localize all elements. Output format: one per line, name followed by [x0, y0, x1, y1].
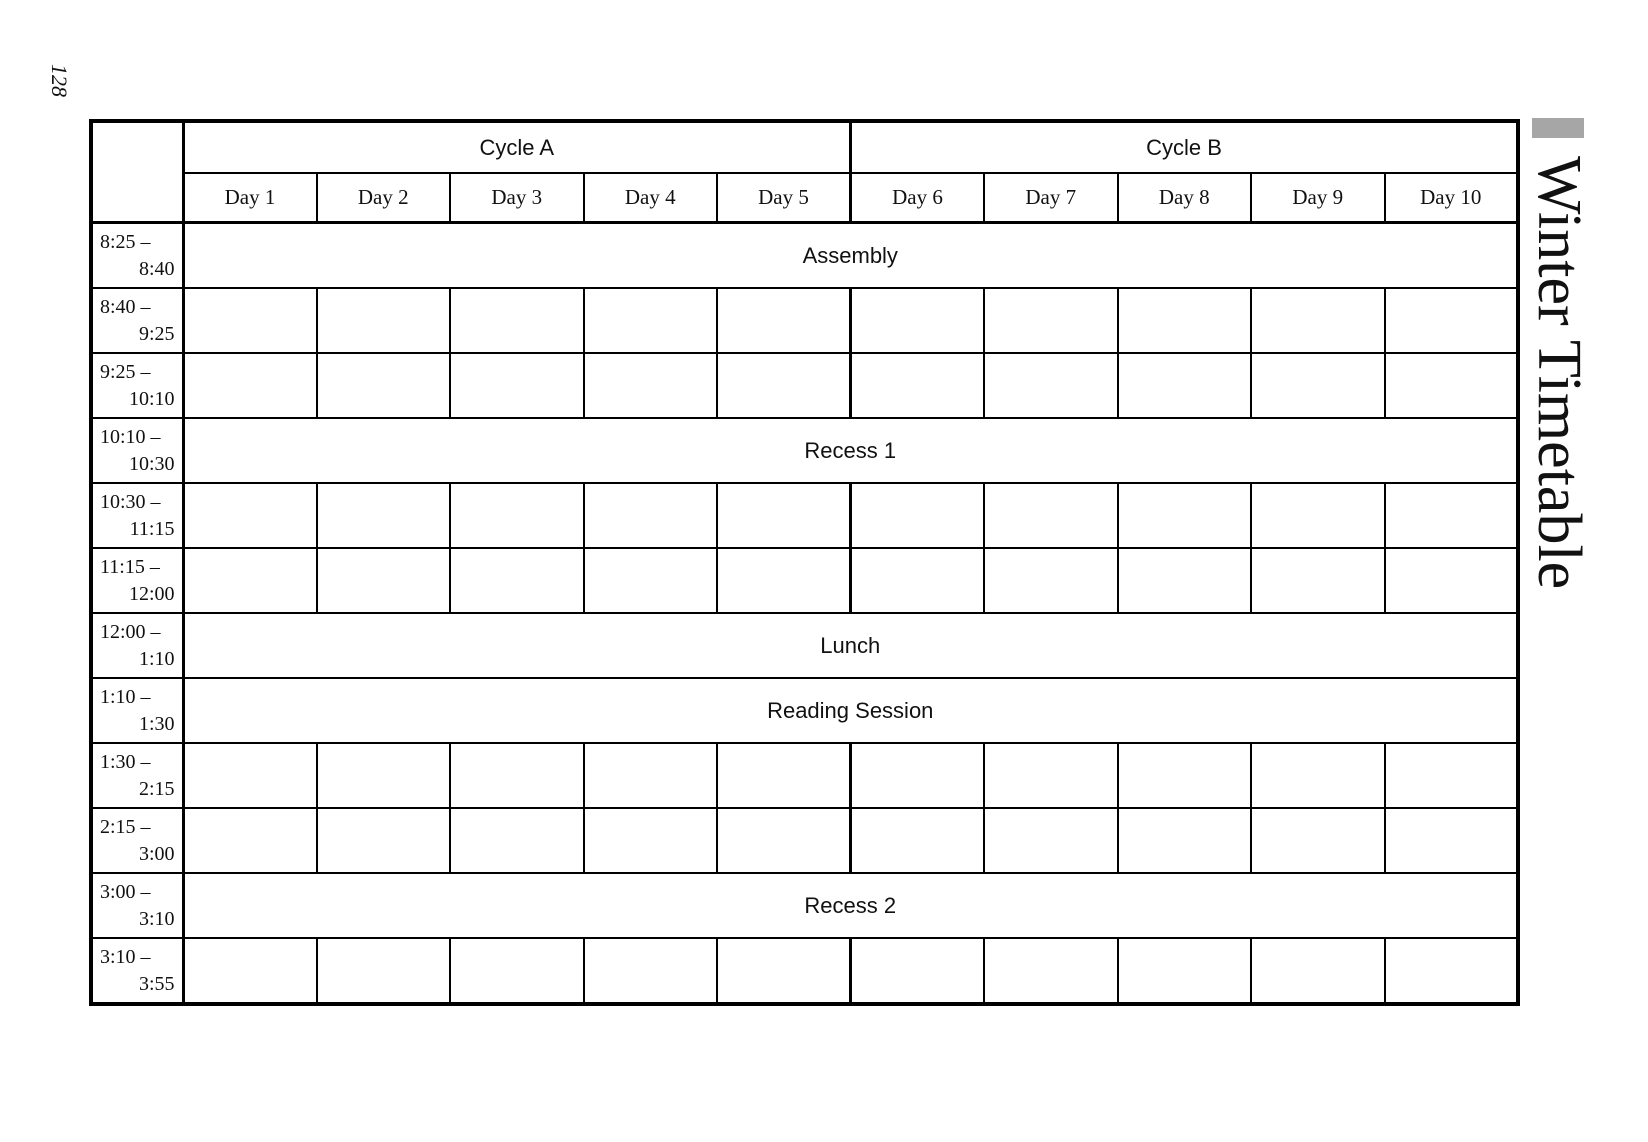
- day-header: Day 6: [851, 173, 985, 223]
- page-title: Winter Timetable: [1525, 156, 1593, 590]
- day-header: Day 5: [717, 173, 851, 223]
- timetable-cell[interactable]: [1385, 288, 1519, 353]
- timetable-cell[interactable]: [1251, 743, 1385, 808]
- timetable-cell[interactable]: [1118, 743, 1252, 808]
- timetable-row: [91, 808, 1518, 873]
- time-slot: [91, 418, 183, 483]
- time-start: 2:15 –: [100, 815, 151, 838]
- cycle-b-header: Cycle B: [851, 121, 1519, 173]
- timetable-row: [91, 873, 1518, 938]
- cycle-a-header: Cycle A: [183, 121, 851, 173]
- day-header: Day 3: [450, 173, 584, 223]
- timetable-cell[interactable]: [1118, 288, 1252, 353]
- timetable-cell[interactable]: [1385, 548, 1519, 613]
- timetable-row: [91, 353, 1518, 418]
- timetable-cell[interactable]: [1251, 938, 1385, 1004]
- timetable-cell[interactable]: [984, 288, 1118, 353]
- time-start: 8:40 –: [100, 295, 151, 318]
- timetable-cell[interactable]: [851, 548, 985, 613]
- timetable-cell[interactable]: [584, 938, 718, 1004]
- time-slot: [91, 223, 183, 289]
- timetable-cell[interactable]: [450, 808, 584, 873]
- timetable-cell[interactable]: [450, 288, 584, 353]
- time-end: 1:10: [138, 647, 175, 670]
- timetable-row: [91, 223, 1518, 289]
- timetable-cell[interactable]: [717, 743, 851, 808]
- time-slot: [91, 613, 183, 678]
- time-slot: [91, 938, 183, 1004]
- period-label: Assembly: [183, 223, 1518, 289]
- time-end: 11:15: [129, 517, 175, 540]
- time-end: 12:00: [128, 582, 175, 605]
- timetable-cell[interactable]: [1385, 808, 1519, 873]
- timetable-row: [91, 678, 1518, 743]
- time-end: 10:30: [128, 452, 175, 475]
- timetable-cell[interactable]: [717, 808, 851, 873]
- time-end: 3:55: [138, 972, 175, 995]
- time-start: 9:25 –: [100, 360, 151, 383]
- time-end: 8:40: [138, 257, 175, 280]
- timetable: [89, 119, 1520, 1006]
- time-end: 10:10: [128, 387, 175, 410]
- time-start: 3:10 –: [100, 945, 151, 968]
- time-start: 10:10 –: [100, 425, 161, 448]
- timetable-cell[interactable]: [1385, 353, 1519, 418]
- time-slot: [91, 483, 183, 548]
- timetable-cell[interactable]: [1251, 483, 1385, 548]
- time-slot: [91, 353, 183, 418]
- timetable-cell[interactable]: [851, 743, 985, 808]
- period-label: Lunch: [183, 613, 1518, 678]
- timetable-cell[interactable]: [1385, 483, 1519, 548]
- time-slot: [91, 808, 183, 873]
- timetable-cell[interactable]: [183, 938, 317, 1004]
- timetable-cell[interactable]: [317, 288, 451, 353]
- timetable-cell[interactable]: [317, 938, 451, 1004]
- timetable-cell[interactable]: [1251, 548, 1385, 613]
- time-start: 1:30 –: [100, 750, 151, 773]
- corner-cell: [91, 121, 183, 223]
- timetable-cell[interactable]: [717, 938, 851, 1004]
- timetable-cell[interactable]: [183, 743, 317, 808]
- time-start: 12:00 –: [100, 620, 161, 643]
- timetable-cell[interactable]: [317, 483, 451, 548]
- timetable-cell[interactable]: [1118, 808, 1252, 873]
- day-header: Day 8: [1118, 173, 1252, 223]
- timetable-row: [91, 938, 1518, 1004]
- timetable-cell[interactable]: [183, 483, 317, 548]
- timetable-cell[interactable]: [1251, 288, 1385, 353]
- time-start: 11:15 –: [100, 555, 160, 578]
- timetable-row: [91, 548, 1518, 613]
- timetable-cell[interactable]: [584, 288, 718, 353]
- timetable-cell[interactable]: [450, 743, 584, 808]
- timetable-row: [91, 483, 1518, 548]
- timetable-cell[interactable]: [984, 808, 1118, 873]
- time-end: 3:10: [138, 907, 175, 930]
- time-end: 2:15: [138, 777, 175, 800]
- timetable-cell[interactable]: [183, 808, 317, 873]
- timetable-cell[interactable]: [317, 808, 451, 873]
- timetable-cell[interactable]: [1385, 938, 1519, 1004]
- time-start: 3:00 –: [100, 880, 151, 903]
- timetable-cell[interactable]: [1118, 548, 1252, 613]
- day-header: Day 9: [1251, 173, 1385, 223]
- day-header: Day 7: [984, 173, 1118, 223]
- day-header: Day 10: [1385, 173, 1519, 223]
- timetable-cell[interactable]: [450, 353, 584, 418]
- time-start: 1:10 –: [100, 685, 151, 708]
- timetable-cell[interactable]: [984, 938, 1118, 1004]
- timetable-cell[interactable]: [450, 938, 584, 1004]
- timetable-cell[interactable]: [984, 353, 1118, 418]
- timetable-cell[interactable]: [851, 938, 985, 1004]
- timetable-cell[interactable]: [984, 743, 1118, 808]
- timetable-cell[interactable]: [450, 548, 584, 613]
- timetable-cell[interactable]: [1251, 808, 1385, 873]
- timetable-row: [91, 743, 1518, 808]
- timetable-cell[interactable]: [717, 353, 851, 418]
- time-start: 10:30 –: [100, 490, 161, 513]
- time-end: 3:00: [138, 842, 175, 865]
- timetable-cell[interactable]: [717, 288, 851, 353]
- timetable-cell[interactable]: [183, 288, 317, 353]
- time-end: 9:25: [138, 322, 175, 345]
- timetable-cell[interactable]: [717, 483, 851, 548]
- timetable-cell[interactable]: [317, 548, 451, 613]
- time-end: 1:30: [138, 712, 175, 735]
- timetable-cell[interactable]: [584, 353, 718, 418]
- timetable-cell[interactable]: [450, 483, 584, 548]
- time-slot: [91, 288, 183, 353]
- timetable-cell[interactable]: [984, 483, 1118, 548]
- timetable-cell[interactable]: [584, 483, 718, 548]
- time-slot: [91, 743, 183, 808]
- timetable-cell[interactable]: [584, 808, 718, 873]
- timetable-cell[interactable]: [717, 548, 851, 613]
- timetable-cell[interactable]: [1385, 743, 1519, 808]
- period-label: Reading Session: [183, 678, 1518, 743]
- period-label: Recess 1: [183, 418, 1518, 483]
- timetable-cell[interactable]: [317, 353, 451, 418]
- time-slot: [91, 873, 183, 938]
- time-slot: [91, 678, 183, 743]
- day-header: Day 2: [317, 173, 451, 223]
- timetable-cell[interactable]: [1118, 938, 1252, 1004]
- timetable-cell[interactable]: [317, 743, 451, 808]
- timetable-cell[interactable]: [183, 353, 317, 418]
- day-header: Day 1: [183, 173, 317, 223]
- timetable-cell[interactable]: [584, 548, 718, 613]
- time-start: 8:25 –: [100, 230, 151, 253]
- day-header: Day 4: [584, 173, 718, 223]
- timetable-row: [91, 418, 1518, 483]
- timetable-cell[interactable]: [1251, 353, 1385, 418]
- timetable-row: [91, 613, 1518, 678]
- timetable-cell[interactable]: [1118, 353, 1252, 418]
- timetable-cell[interactable]: [984, 548, 1118, 613]
- time-slot: [91, 548, 183, 613]
- timetable-cell[interactable]: [1118, 483, 1252, 548]
- period-label: Recess 2: [183, 873, 1518, 938]
- page-number: 128: [47, 64, 72, 97]
- section-tab-bar: [1532, 118, 1584, 138]
- timetable-cell[interactable]: [851, 288, 985, 353]
- timetable-cell[interactable]: [851, 353, 985, 418]
- timetable-cell[interactable]: [584, 743, 718, 808]
- timetable-cell[interactable]: [183, 548, 317, 613]
- timetable-row: [91, 288, 1518, 353]
- timetable-cell[interactable]: [851, 483, 985, 548]
- timetable-cell[interactable]: [851, 808, 985, 873]
